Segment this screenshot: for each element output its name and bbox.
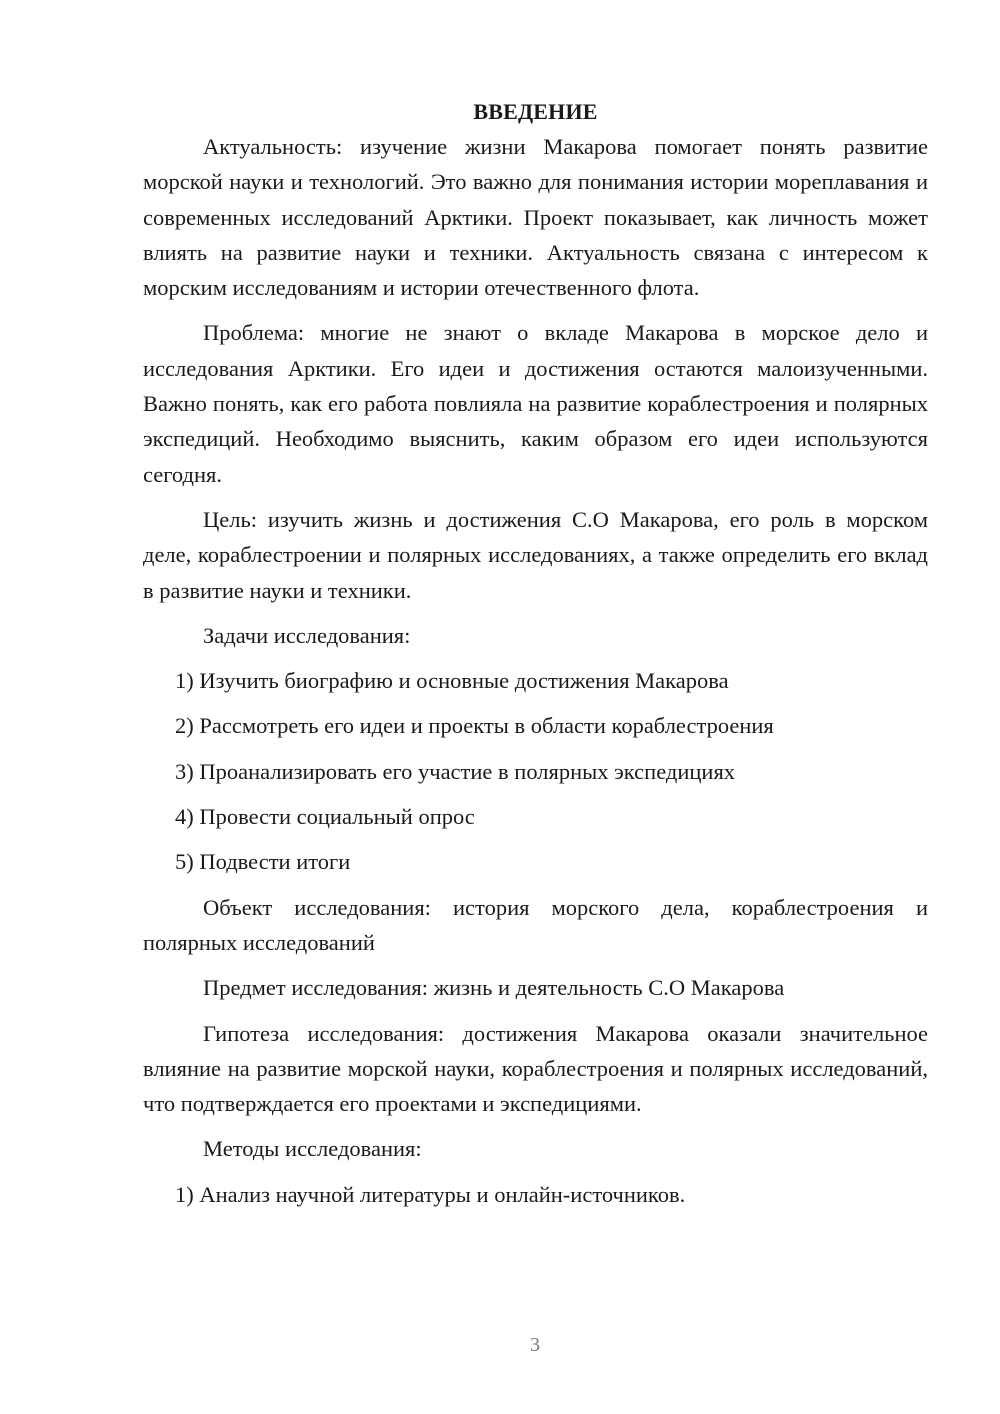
list-item: 2) Рассмотреть его идеи и проекты в области кораблестроения: [175, 713, 774, 739]
methods-heading: Методы исследования:: [203, 1136, 422, 1162]
document-page: [143, 94, 928, 1222]
document-title: ВВЕДЕНИЕ: [473, 99, 598, 124]
goal-paragraph: Цель: изучить жизнь и достижения С.О Макарова, его роль в морском деле, кораблестроении и полярных исследованиях, а также определить его вклад в развитие науки и техники.: [143, 506, 928, 603]
list-item: 3) Проанализировать его участие в полярных экспедициях: [175, 758, 736, 784]
tasks-heading: Задачи исследования:: [203, 622, 411, 648]
page-number: 3: [530, 1334, 540, 1356]
tasks-list: [143, 663, 928, 879]
relevance-paragraph: Актуальность: изучение жизни Макарова помогает понять развитие морской науки и технологий. Это важно для понимания истории мореплавания и современных исследований Арктики. Проект показывает, как личность может влиять на развитие науки и техники. Актуальность связана с интересом к морским исследованиям и истории отечественного флота.: [143, 134, 928, 301]
list-item: 5) Подвести итоги: [175, 849, 351, 875]
object-paragraph: Объект исследования: история морского дела, кораблестроения и полярных исследований: [143, 894, 928, 955]
problem-paragraph: Проблема: многие не знают о вкладе Макарова в морское дело и исследования Арктики. Его идеи и достижения остаются малоизученными. Важно понять, как его работа повлияла на развитие кораблестроения и полярных экспедиций. Необходимо выяснить, каким образом его идеи используются сегодня.: [143, 320, 928, 487]
methods-list: [143, 1177, 928, 1212]
hypothesis-paragraph: Гипотеза исследования: достижения Макарова оказали значительное влияние на развитие морской науки, кораблестроения и полярных исследований, что подтверждается его проектами и экспедициями.: [143, 1020, 928, 1117]
subject-paragraph: Предмет исследования: жизнь и деятельность С.О Макарова: [203, 975, 785, 1001]
list-item: 4) Провести социальный опрос: [175, 804, 475, 830]
list-item: 1) Изучить биографию и основные достижения Макарова: [175, 668, 729, 694]
list-item: 1) Анализ научной литературы и онлайн-источников.: [175, 1181, 686, 1207]
